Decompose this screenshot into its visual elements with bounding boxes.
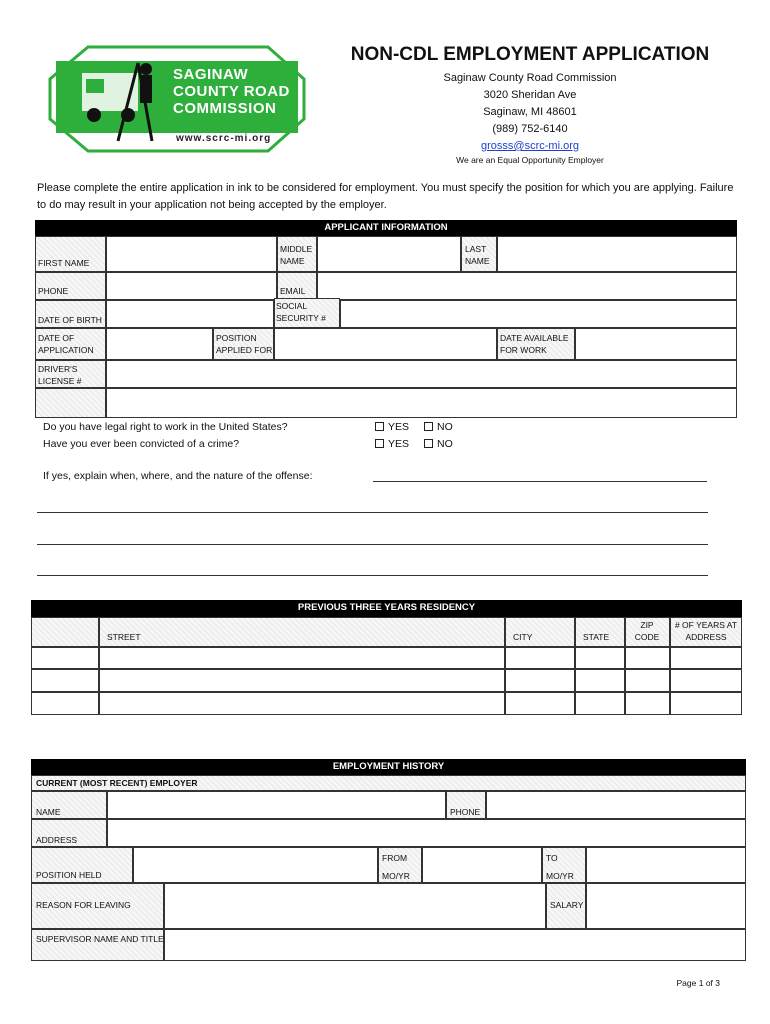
convicted-no-label: NO [437, 438, 453, 450]
supervisor-input[interactable] [164, 929, 746, 961]
residency-row-2-years[interactable] [670, 669, 742, 692]
explain-line-3[interactable] [37, 544, 708, 545]
residency-years-label: # OF YEARS AT ADDRESS [674, 620, 738, 642]
org-email-link[interactable]: grosss@scrc-mi.org [481, 140, 579, 152]
license-label: DRIVER'S LICENSE # [38, 364, 82, 386]
residency-row-2-state[interactable] [575, 669, 625, 692]
logo-line-1: SAGINAW [173, 66, 249, 83]
employer-address-label: ADDRESS [36, 835, 78, 845]
from-date-input[interactable] [422, 847, 542, 883]
legal-right-yes-label: YES [388, 421, 410, 433]
residency-zip-label: ZIP CODE [634, 620, 660, 642]
residency-city-label: CITY [513, 632, 533, 642]
org-city: Saginaw, MI 48601 [483, 106, 577, 118]
supervisor-label: SUPERVISOR NAME AND TITLE [36, 934, 164, 944]
legal-right-no-label: NO [437, 421, 453, 433]
first-name-label: FIRST NAME [38, 258, 90, 268]
phone-label: PHONE [38, 286, 69, 296]
applicant-section-header: APPLICANT INFORMATION [35, 220, 737, 236]
residency-street-header [99, 617, 505, 647]
residency-row-2-zip[interactable] [625, 669, 670, 692]
last-name-input[interactable] [497, 236, 737, 272]
employment-section-header: EMPLOYMENT HISTORY [31, 759, 746, 775]
residency-row-1-label [31, 647, 99, 669]
residency-row-3-zip[interactable] [625, 692, 670, 715]
explain-line-4[interactable] [37, 575, 708, 576]
page-title: NON-CDL EMPLOYMENT APPLICATION [350, 44, 710, 65]
explain-line-2[interactable] [37, 512, 708, 513]
convicted-yes-checkbox[interactable] [375, 439, 384, 448]
employer-name-label: NAME [36, 807, 61, 817]
convicted-yes-option[interactable] [375, 437, 409, 451]
email-label: EMAIL [280, 286, 306, 296]
to-moyr-label: MO/YR [546, 871, 574, 881]
salary-input[interactable] [586, 883, 746, 929]
residency-row-2-label [31, 669, 99, 692]
blank-label-cell [35, 388, 106, 418]
blank-row-input[interactable] [106, 388, 737, 418]
employer-address-input[interactable] [107, 819, 746, 847]
residency-row-3-state[interactable] [575, 692, 625, 715]
reason-label: REASON FOR LEAVING [36, 900, 131, 910]
dob-label: DATE OF BIRTH [38, 315, 102, 325]
middle-name-label: MIDDLE NAME [280, 244, 313, 266]
intro-text: Please complete the entire application in ink to be considered for employment. You must specify the position for which you are applying. Failure to do may result in your application not being accepted by the employer. [37, 182, 734, 211]
first-name-input[interactable] [106, 236, 277, 272]
legal-right-yes-checkbox[interactable] [375, 422, 384, 431]
convicted-no-checkbox[interactable] [424, 439, 433, 448]
ssn-input[interactable] [340, 300, 737, 328]
last-name-label: LAST NAME [465, 244, 490, 266]
residency-row-3-city[interactable] [505, 692, 575, 715]
salary-label: SALARY [550, 900, 584, 910]
residency-row-3-label [31, 692, 99, 715]
date-of-application-label: DATE OF APPLICATION [38, 333, 94, 355]
legal-right-question: Do you have legal right to work in the United States? [43, 421, 288, 433]
logo [48, 45, 306, 153]
residency-header-blank [31, 617, 99, 647]
legal-right-no-option[interactable] [424, 420, 453, 434]
residency-row-3-street[interactable] [99, 692, 505, 715]
residency-row-2-street[interactable] [99, 669, 505, 692]
date-available-input[interactable] [575, 328, 737, 360]
to-date-input[interactable] [586, 847, 746, 883]
residency-street-label: STREET [107, 632, 141, 642]
dob-input[interactable] [106, 300, 274, 328]
residency-row-1-zip[interactable] [625, 647, 670, 669]
residency-row-1-state[interactable] [575, 647, 625, 669]
convicted-question: Have you ever been convicted of a crime? [43, 438, 240, 450]
convicted-yes-label: YES [388, 438, 410, 450]
explain-line-1[interactable] [373, 481, 707, 482]
reason-input[interactable] [164, 883, 546, 929]
residency-row-1-street[interactable] [99, 647, 505, 669]
residency-state-label: STATE [583, 632, 610, 642]
current-employer-label: CURRENT (MOST RECENT) EMPLOYER [36, 778, 198, 788]
logo-line-2: COUNTY ROAD [173, 83, 290, 100]
date-available-label: DATE AVAILABLE FOR WORK [500, 333, 569, 355]
from-label: FROM [382, 853, 408, 863]
logo-url: www.scrc-mi.org [176, 133, 272, 144]
convicted-no-option[interactable] [424, 437, 453, 451]
employer-phone-input[interactable] [486, 791, 746, 819]
to-label: TO [546, 853, 558, 863]
position-held-input[interactable] [133, 847, 378, 883]
org-phone: (989) 752-6140 [492, 123, 568, 135]
employer-name-input[interactable] [107, 791, 446, 819]
residency-row-1-city[interactable] [505, 647, 575, 669]
residency-row-1-years[interactable] [670, 647, 742, 669]
position-applied-input[interactable] [274, 328, 497, 360]
email-input[interactable] [317, 272, 737, 300]
org-street: 3020 Sheridan Ave [483, 89, 577, 101]
phone-input[interactable] [106, 272, 277, 300]
legal-right-yes-option[interactable] [375, 420, 409, 434]
org-name: Saginaw County Road Commission [443, 72, 617, 84]
employer-phone-label: PHONE [450, 807, 481, 817]
position-applied-label: POSITION APPLIED FOR [216, 333, 273, 355]
ssn-label: SOCIAL SECURITY # [276, 301, 326, 323]
legal-right-no-checkbox[interactable] [424, 422, 433, 431]
page-number: Page 1 of 3 [676, 978, 720, 988]
position-held-label: POSITION HELD [36, 870, 102, 880]
logo-line-3: COMMISSION [173, 100, 277, 117]
residency-row-3-years[interactable] [670, 692, 742, 715]
date-of-application-input[interactable] [106, 328, 213, 360]
middle-name-input[interactable] [317, 236, 461, 272]
eoe-statement: We are an Equal Opportunity Employer [456, 155, 604, 165]
from-moyr-label: MO/YR [382, 871, 410, 881]
residency-section-header: PREVIOUS THREE YEARS RESIDENCY [31, 600, 742, 617]
explain-offense-label: If yes, explain when, where, and the nature of the offense: [43, 470, 313, 482]
license-input[interactable] [106, 360, 737, 388]
residency-row-2-city[interactable] [505, 669, 575, 692]
